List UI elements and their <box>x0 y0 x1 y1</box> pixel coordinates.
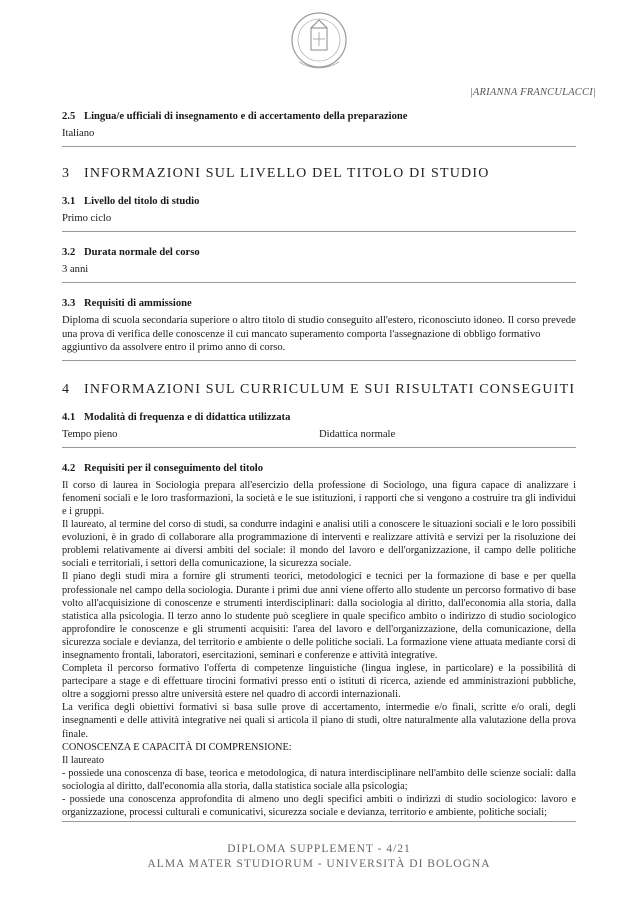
paragraph: Il corso di laurea in Sociologia prepara all'esercizio della professione di Sociologo, una figura capace di analizzare i fenomeni sociali e le loro trasformazioni, la società e le sue istituzioni, i rapporti che si vengono a costruire tra gli individui e i gruppi. <box>62 479 576 517</box>
subsection-heading-3-3 <box>62 297 576 311</box>
subsection-heading-4-1 <box>62 411 576 425</box>
section-title: INFORMAZIONI SUL LIVELLO DEL TITOLO DI STUDIO <box>84 166 490 181</box>
field-admission-requirements: Diploma di scuola secondaria superiore o altro titolo di studio conseguito all'estero, riconosciuto idoneo. Il corso prevede una prova di verifica delle conoscenze il cui mancato superamento comporta l'assegnazione di obbligo formativo aggiuntivo da assolvere entro il primo anno di corso. <box>62 311 576 361</box>
subsection-title: Lingua/e ufficiali di insegnamento e di accertamento della preparazione <box>84 111 408 122</box>
subsection-title: Requisiti per il conseguimento del titolo <box>84 462 264 474</box>
field-degree-requirements <box>62 476 576 822</box>
subsection-heading-3-2 <box>62 246 576 260</box>
subsection-number: 2.5 <box>62 111 76 122</box>
paragraph: La verifica degli obiettivi formativi si basa sulle prove di accertamento, intermedie e/o finali, scritte e/o orali, degli insegnamenti e delle attività integrative nei quali si articola il piano di studi, oltre naturalmente alla valutazione della prova finale. <box>62 702 576 740</box>
footer-university: ALMA MATER STUDIORUM - UNIVERSITÀ DI BOLOGNA <box>147 858 491 870</box>
field-course-duration: 3 anni <box>62 260 576 283</box>
subsection-number: 3.3 <box>62 298 76 309</box>
document-body <box>62 110 576 822</box>
section-title: INFORMAZIONI SUL CURRICULUM E SUI RISULTATI CONSEGUITI <box>84 381 576 397</box>
subsection-number: 4.2 <box>62 462 76 474</box>
subsection-title: Durata normale del corso <box>84 247 200 258</box>
subsection-title: Livello del titolo di studio <box>84 196 200 207</box>
subsection-heading-4-2 <box>62 462 576 476</box>
attendance-type: Tempo pieno <box>62 428 118 440</box>
paragraph: Completa il percorso formativo l'offerta di competenze linguistiche (lingua inglese, in particolare) e la possibilità di partecipare a stage e di effettuare tirocini formativi presso enti o istituti di ricerca, aziende ed amministrazioni pubbliche, oltre a soggiorni presso altre università estere nel quadro di accordi internazionali. <box>62 663 576 701</box>
subsection-number: 3.2 <box>62 247 76 258</box>
teaching-mode: Didattica normale <box>319 428 396 440</box>
subsection-title: Requisiti di ammissione <box>84 298 192 309</box>
subsection-number: 4.1 <box>62 411 76 423</box>
paragraph: Il piano degli studi mira a fornire gli strumenti teorici, metodologici e tecnici per la formazione di base e per quella professionale nel campo della sociologia. Durante i primi due anni viene offerto allo studente un percorso formativo di base volto all'acquisizione di conoscenze e strumenti interdisciplinari: dalla sociologia al diritto, dall'economia alla storia, dalla statistica alla psicologia. Il terzo anno lo studente può scegliere in quale specifico ambito o indirizzo di studio sociologico approfondire le conoscenze e gli strumenti acquisiti: l'area del lavoro e dell'organizzazione, della comunicazione, della sicurezza sociale e devianza, del territorio e ambiente o delle politiche sociali. La formazione viene attuata mediante corsi di insegnamento frontali, laboratori, esercitazioni, seminari e conferenze e attività integrative. <box>62 571 576 661</box>
paragraph: - possiede una conoscenza di base, teorica e metodologica, di natura interdisciplinare nell'ambito delle scienze sociali: dalla sociologia al diritto, dall'economia alla storia, dalla statistica sociale alla psicologia; <box>62 767 576 792</box>
field-degree-level: Primo ciclo <box>62 209 576 232</box>
field-attendance-mode <box>62 425 576 448</box>
section-heading-3 <box>62 165 576 183</box>
paragraph: Il laureato <box>62 754 105 766</box>
field-language: Italiano <box>62 124 576 147</box>
subsection-heading-2-5 <box>62 110 576 124</box>
paragraph: Il laureato, al termine del corso di studi, sa condurre indagini e analisi utili a conoscere le situazioni sociali e le loro possibili evoluzioni, è in grado di collaborare alla programmazione di interventi e realizzare attività e servizi per la risoluzione dei problemi relativamente ai diversi ambiti del sociale: il mondo del lavoro e dell'organizzazione, il campo delle politiche sociali e territoriali, i settori della comunicazione, la sicurezza sociale. <box>62 519 576 570</box>
paragraph: - possiede una conoscenza approfondita di almeno uno degli specifici ambiti o indirizzi di studio sociologico: lavoro e organizzazione, processi culturali e comunicativi, sicurezza sociale e devianza, territorio e ambiente, politiche sociali; <box>62 794 576 819</box>
footer-page-info: DIPLOMA SUPPLEMENT - 4/21 <box>227 843 411 855</box>
subsection-number: 3.1 <box>62 196 76 207</box>
section-number: 4 <box>62 381 71 397</box>
university-seal-logo <box>287 6 351 78</box>
paragraph: CONOSCENZA E CAPACITÀ DI COMPRENSIONE: <box>62 741 292 753</box>
header-author-name: |ARIANNA FRANCULACCI| <box>469 87 596 98</box>
subsection-heading-3-1 <box>62 195 576 209</box>
section-heading-4 <box>62 381 576 399</box>
section-number: 3 <box>62 166 71 181</box>
subsection-title: Modalità di frequenza e di didattica utilizzata <box>84 411 291 423</box>
